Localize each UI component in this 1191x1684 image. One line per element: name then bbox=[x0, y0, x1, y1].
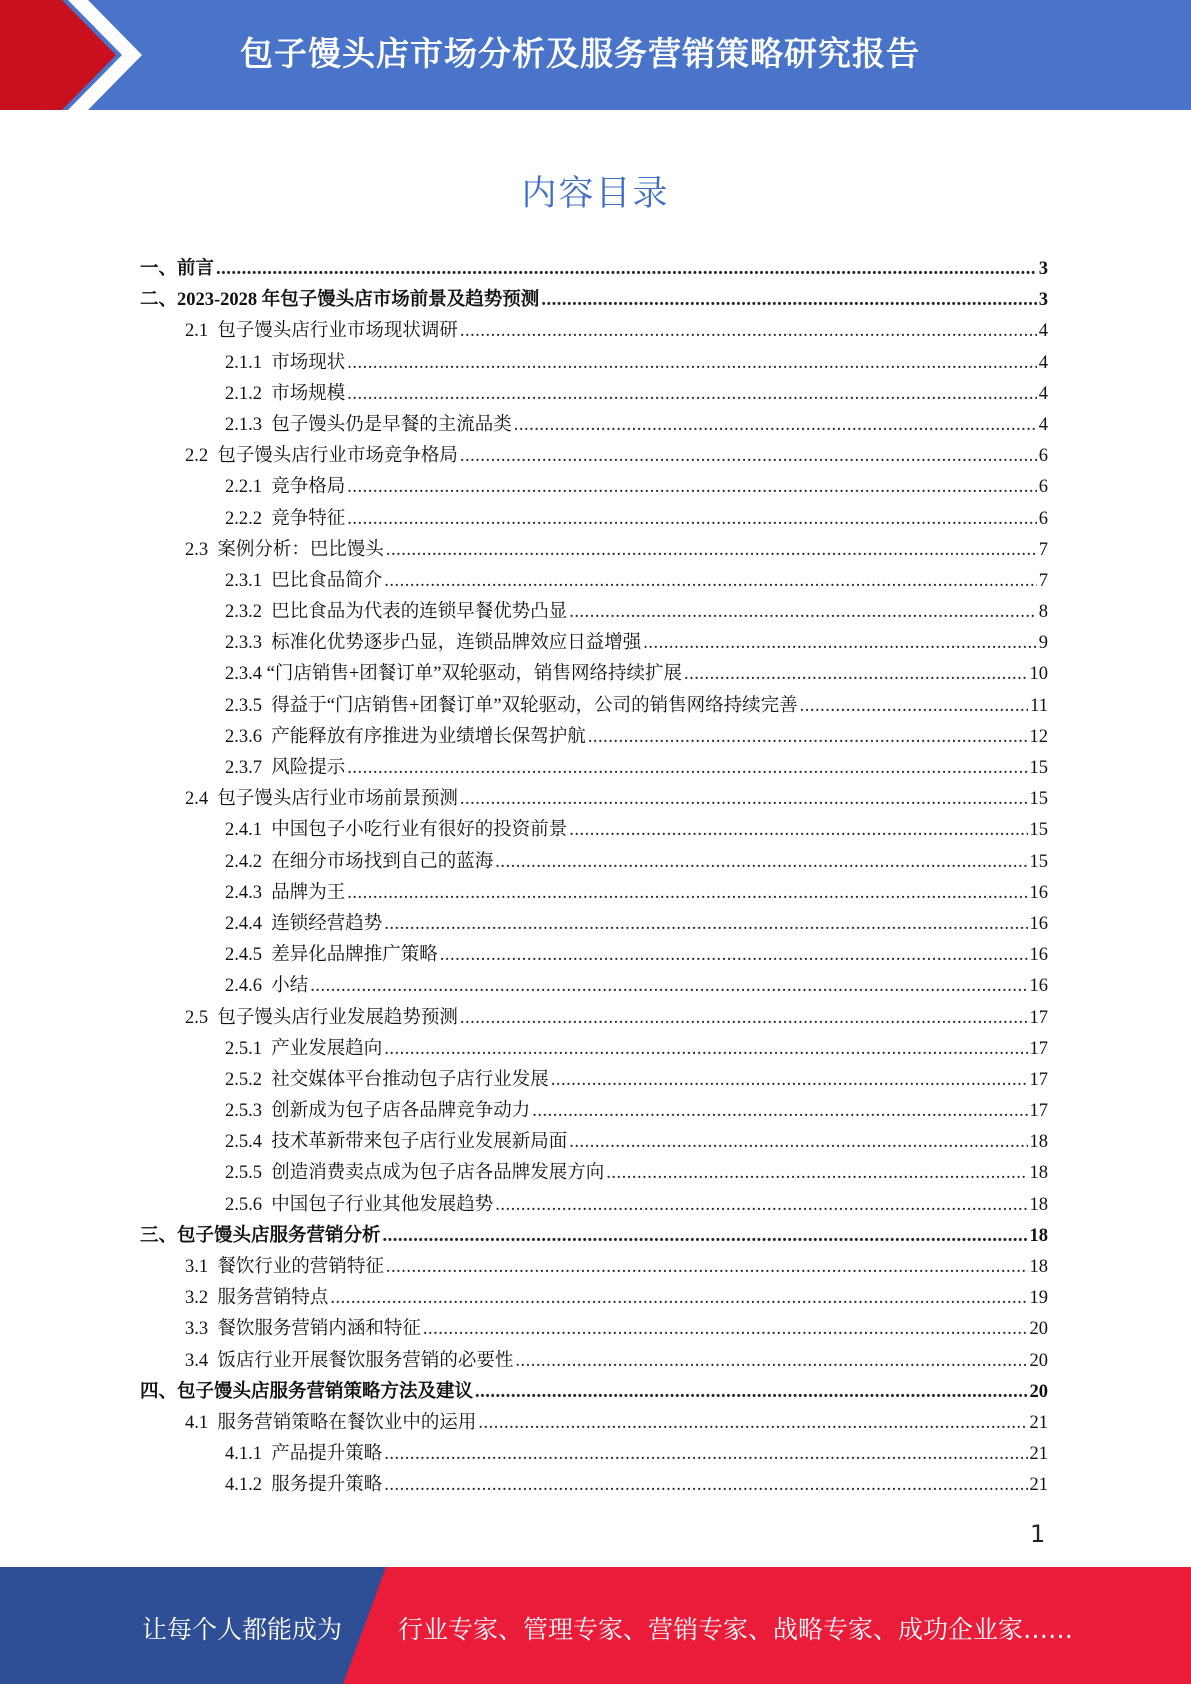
toc-entry[interactable] bbox=[140, 1252, 1048, 1283]
toc-entry-number: 2.4.3 bbox=[225, 882, 272, 903]
toc-dot-leader bbox=[460, 316, 1037, 347]
toc-entry-number: 4.1.1 bbox=[225, 1444, 272, 1465]
report-title: 包子馒头店市场分析及服务营销策略研究报告 bbox=[240, 34, 920, 73]
document-header bbox=[0, 0, 1191, 110]
toc-entry-title: 小结 bbox=[271, 976, 309, 997]
toc-entry[interactable] bbox=[140, 722, 1048, 753]
toc-entry[interactable] bbox=[140, 847, 1048, 878]
page-number: 1 bbox=[1030, 1520, 1046, 1548]
toc-entry[interactable] bbox=[140, 379, 1048, 410]
toc-entry-title: 包子馒头店行业市场现状调研 bbox=[217, 321, 458, 342]
toc-entry-page: 4 bbox=[1038, 414, 1048, 435]
toc-dot-leader bbox=[515, 1346, 1027, 1377]
toc-entry-page: 16 bbox=[1029, 913, 1048, 934]
toc-entry-number: 2.4.4 bbox=[225, 913, 272, 934]
toc-dot-leader bbox=[569, 597, 1036, 628]
toc-entry-title: 服务营销策略在餐饮业中的运用 bbox=[217, 1412, 477, 1433]
toc-entry[interactable] bbox=[140, 285, 1048, 316]
toc-dot-leader bbox=[495, 847, 1027, 878]
toc-entry-page: 18 bbox=[1029, 1225, 1048, 1246]
toc-entry[interactable] bbox=[140, 815, 1048, 846]
toc-entry-number: 2.4.2 bbox=[225, 851, 272, 872]
toc-entry-number: 2.3 bbox=[185, 539, 218, 560]
toc-entry-page: 17 bbox=[1029, 1038, 1048, 1059]
toc-entry-number: 3.3 bbox=[185, 1319, 218, 1340]
toc-entry-title: 服务提升策略 bbox=[271, 1475, 383, 1496]
toc-dot-leader bbox=[475, 1377, 1027, 1408]
toc-entry-title: 创造消费卖点成为包子店各品牌发展方向 bbox=[271, 1163, 605, 1184]
toc-entry[interactable] bbox=[140, 1283, 1048, 1314]
toc-entry-title: 中国包子行业其他发展趋势 bbox=[271, 1194, 494, 1215]
toc-entry-number: 2.3.5 bbox=[225, 695, 272, 716]
toc-entry-title: 餐饮服务营销内涵和特征 bbox=[217, 1319, 421, 1340]
toc-entry-title: 巴比食品简介 bbox=[271, 570, 383, 591]
toc-entry-number: 3.4 bbox=[185, 1350, 218, 1371]
toc-dot-leader bbox=[569, 1127, 1027, 1158]
toc-heading: 内容目录 bbox=[521, 174, 670, 214]
toc-entry-page: 4 bbox=[1038, 321, 1048, 342]
toc-entry-page: 16 bbox=[1029, 882, 1048, 903]
toc-dot-leader bbox=[460, 441, 1037, 472]
toc-entry-page: 8 bbox=[1038, 602, 1048, 623]
toc-entry-number: 2.1.3 bbox=[225, 414, 272, 435]
toc-entry-number: 2.2 bbox=[185, 446, 218, 467]
toc-dot-leader bbox=[347, 472, 1036, 503]
toc-entry-title: 连锁经营趋势 bbox=[271, 913, 383, 934]
toc-entry-page: 20 bbox=[1029, 1381, 1048, 1402]
toc-entry[interactable] bbox=[140, 753, 1048, 784]
toc-entry-page: 10 bbox=[1029, 664, 1048, 685]
toc-entry-page: 15 bbox=[1029, 820, 1048, 841]
toc-entry-number: 一、 bbox=[140, 259, 178, 279]
toc-entry[interactable] bbox=[140, 1346, 1048, 1377]
toc-entry-title: 风险提示 bbox=[271, 758, 346, 778]
toc-entry-number: 2.5 bbox=[185, 1007, 218, 1028]
toc-entry[interactable] bbox=[140, 628, 1048, 659]
toc-dot-leader bbox=[347, 348, 1036, 379]
toc-entry[interactable] bbox=[140, 441, 1048, 472]
toc-entry-title: 包子馒头仍是早餐的主流品类 bbox=[271, 414, 512, 435]
toc-entry[interactable] bbox=[140, 348, 1048, 379]
toc-entry-page: 6 bbox=[1038, 446, 1048, 467]
toc-entry-page: 3 bbox=[1038, 259, 1048, 279]
table-of-contents bbox=[140, 254, 1048, 1502]
toc-entry[interactable] bbox=[140, 254, 1048, 285]
toc-dot-leader bbox=[541, 285, 1036, 316]
toc-entry-number: 3.2 bbox=[185, 1288, 218, 1309]
toc-dot-leader bbox=[347, 753, 1027, 784]
toc-dot-leader bbox=[551, 1065, 1028, 1096]
toc-entry-title: 市场现状 bbox=[271, 352, 346, 373]
toc-dot-leader bbox=[460, 784, 1028, 815]
toc-dot-leader bbox=[478, 1408, 1027, 1439]
toc-entry[interactable] bbox=[140, 691, 1048, 722]
toc-entry[interactable] bbox=[140, 566, 1048, 597]
toc-entry[interactable] bbox=[140, 784, 1048, 815]
toc-entry[interactable] bbox=[140, 410, 1048, 441]
toc-entry-title: 案例分析：巴比馒头 bbox=[217, 539, 384, 560]
toc-entry-page: 16 bbox=[1029, 945, 1048, 966]
toc-dot-leader bbox=[384, 566, 1036, 597]
toc-entry-title: “门店销售+团餐订单”双轮驱动，销售网络持续扩展 bbox=[266, 664, 682, 685]
toc-entry-number: 2.4.1 bbox=[225, 820, 272, 841]
toc-entry-page: 20 bbox=[1029, 1319, 1048, 1340]
footer-slogan-left: 让每个人都能成为 bbox=[142, 1615, 343, 1644]
toc-entry-number: 2.5.2 bbox=[225, 1069, 272, 1090]
toc-entry-page: 3 bbox=[1038, 290, 1048, 311]
toc-dot-leader bbox=[495, 1190, 1027, 1221]
toc-entry-page: 7 bbox=[1038, 570, 1048, 591]
toc-entry-title: 前言 bbox=[177, 259, 215, 279]
toc-entry-title: 竞争特征 bbox=[271, 508, 346, 529]
toc-entry-title: 中国包子小吃行业有很好的投资前景 bbox=[271, 820, 568, 841]
toc-entry-page: 17 bbox=[1029, 1069, 1048, 1090]
toc-entry[interactable] bbox=[140, 1408, 1048, 1439]
toc-entry-title: 产能释放有序推进为业绩增长保驾护航 bbox=[271, 726, 586, 747]
toc-entry-number: 2.4 bbox=[185, 789, 218, 810]
toc-entry-title: 包子馒头店行业发展趋势预测 bbox=[217, 1007, 458, 1028]
toc-dot-leader bbox=[384, 1439, 1027, 1470]
toc-entry-page: 21 bbox=[1029, 1475, 1048, 1496]
toc-dot-leader bbox=[386, 535, 1037, 566]
toc-entry-page: 20 bbox=[1029, 1350, 1048, 1371]
toc-entry-page: 6 bbox=[1038, 508, 1048, 529]
toc-entry-number: 2.3.2 bbox=[225, 602, 272, 623]
toc-dot-leader bbox=[643, 628, 1036, 659]
toc-entry[interactable] bbox=[140, 1158, 1048, 1189]
toc-entry-number: 2.2.2 bbox=[225, 508, 272, 529]
toc-dot-leader bbox=[588, 722, 1028, 753]
toc-entry-number: 四、 bbox=[140, 1381, 178, 1402]
toc-entry[interactable] bbox=[140, 1190, 1048, 1221]
toc-entry-number: 2.1 bbox=[185, 321, 218, 342]
toc-entry[interactable] bbox=[140, 597, 1048, 628]
toc-entry-number: 2.1.1 bbox=[225, 352, 272, 373]
toc-entry[interactable] bbox=[140, 909, 1048, 940]
toc-dot-leader bbox=[606, 1158, 1027, 1189]
toc-entry-title: 市场规模 bbox=[271, 383, 346, 404]
toc-entry-number: 二、 bbox=[140, 290, 178, 311]
toc-entry-title: 包子馒头店行业市场前景预测 bbox=[217, 789, 458, 810]
toc-dot-leader bbox=[386, 1252, 1028, 1283]
toc-dot-leader bbox=[440, 940, 1028, 971]
toc-entry-title: 包子馒头店服务营销分析 bbox=[177, 1225, 381, 1246]
toc-entry-page: 18 bbox=[1029, 1163, 1048, 1184]
toc-entry-page: 9 bbox=[1038, 633, 1048, 654]
document-footer bbox=[0, 1567, 1191, 1684]
toc-dot-leader bbox=[330, 1283, 1027, 1314]
toc-dot-leader bbox=[423, 1314, 1028, 1345]
toc-entry[interactable] bbox=[140, 1003, 1048, 1034]
toc-dot-leader bbox=[684, 659, 1028, 690]
toc-entry-page: 15 bbox=[1029, 789, 1048, 810]
toc-dot-leader bbox=[384, 1034, 1027, 1065]
toc-entry[interactable] bbox=[140, 1034, 1048, 1065]
toc-entry[interactable] bbox=[140, 1470, 1048, 1501]
toc-dot-leader bbox=[800, 691, 1029, 722]
toc-entry-title: 品牌为王 bbox=[271, 882, 346, 903]
toc-entry-page: 18 bbox=[1029, 1194, 1048, 1215]
toc-entry-number: 2.3.4 bbox=[225, 664, 267, 685]
toc-entry[interactable] bbox=[140, 878, 1048, 909]
toc-entry[interactable] bbox=[140, 971, 1048, 1002]
toc-entry-page: 18 bbox=[1029, 1132, 1048, 1153]
toc-entry-page: 11 bbox=[1030, 695, 1048, 716]
toc-entry-number: 4.1.2 bbox=[225, 1475, 272, 1496]
toc-entry-title: 在细分市场找到自己的蓝海 bbox=[271, 851, 494, 872]
toc-entry-number: 三、 bbox=[140, 1225, 178, 1246]
toc-entry-title: 包子馒头店行业市场竞争格局 bbox=[217, 446, 458, 467]
toc-entry[interactable] bbox=[140, 316, 1048, 347]
toc-entry-number: 3.1 bbox=[185, 1257, 218, 1277]
toc-entry-number: 2.5.6 bbox=[225, 1194, 272, 1215]
toc-entry-title: 创新成为包子店各品牌竞争动力 bbox=[271, 1101, 531, 1122]
toc-entry[interactable] bbox=[140, 1439, 1048, 1470]
toc-entry-number: 2.5.3 bbox=[225, 1101, 272, 1122]
toc-entry-page: 18 bbox=[1029, 1257, 1048, 1277]
toc-entry[interactable] bbox=[140, 1127, 1048, 1158]
toc-entry-number: 4.1 bbox=[185, 1412, 218, 1433]
toc-entry-title: 产业发展趋向 bbox=[271, 1038, 383, 1059]
toc-entry-number: 2.2.1 bbox=[225, 477, 272, 498]
toc-entry-number: 2.4.5 bbox=[225, 945, 272, 966]
toc-dot-leader bbox=[384, 1470, 1027, 1501]
toc-entry-title: 服务营销特点 bbox=[217, 1288, 329, 1309]
toc-entry[interactable] bbox=[140, 940, 1048, 971]
toc-entry-page: 12 bbox=[1029, 726, 1048, 747]
toc-entry[interactable] bbox=[140, 1096, 1048, 1127]
toc-entry-title: 技术革新带来包子店行业发展新局面 bbox=[271, 1132, 568, 1153]
toc-entry-title: 巴比食品为代表的连锁早餐优势凸显 bbox=[271, 602, 568, 623]
toc-entry-page: 4 bbox=[1038, 383, 1048, 404]
toc-entry-title: 2023-2028 年包子馒头店市场前景及趋势预测 bbox=[177, 290, 540, 311]
toc-entry[interactable] bbox=[140, 504, 1048, 535]
toc-dot-leader bbox=[514, 410, 1037, 441]
toc-entry-page: 4 bbox=[1038, 352, 1048, 373]
toc-entry-number: 2.5.4 bbox=[225, 1132, 272, 1153]
toc-entry[interactable] bbox=[140, 535, 1048, 566]
toc-entry-title: 得益于“门店销售+团餐订单”双轮驱动，公司的销售网络持续完善 bbox=[271, 695, 798, 716]
toc-entry[interactable] bbox=[140, 1314, 1048, 1345]
toc-entry-title: 差异化品牌推广策略 bbox=[271, 945, 438, 966]
toc-entry-page: 15 bbox=[1029, 851, 1048, 872]
toc-entry-number: 2.5.1 bbox=[225, 1038, 272, 1059]
red-chevron-arrow-icon bbox=[0, 0, 160, 110]
toc-entry-number: 2.5.5 bbox=[225, 1163, 272, 1184]
toc-dot-leader bbox=[347, 379, 1036, 410]
toc-dot-leader bbox=[569, 815, 1027, 846]
toc-entry-title: 社交媒体平台推动包子店行业发展 bbox=[271, 1069, 549, 1090]
toc-entry[interactable] bbox=[140, 472, 1048, 503]
toc-entry-page: 17 bbox=[1029, 1007, 1048, 1028]
toc-entry-title: 餐饮行业的营销特征 bbox=[217, 1257, 384, 1277]
toc-entry-page: 15 bbox=[1029, 758, 1048, 778]
toc-dot-leader bbox=[460, 1003, 1028, 1034]
toc-dot-leader bbox=[532, 1096, 1027, 1127]
toc-entry-title: 饭店行业开展餐饮服务营销的必要性 bbox=[217, 1350, 514, 1371]
toc-entry-title: 竞争格局 bbox=[271, 477, 346, 498]
toc-dot-leader bbox=[383, 1221, 1028, 1252]
toc-entry-number: 2.4.6 bbox=[225, 976, 272, 997]
toc-dot-leader bbox=[384, 909, 1027, 940]
toc-entry-number: 2.3.7 bbox=[225, 758, 272, 778]
toc-entry-page: 6 bbox=[1038, 477, 1048, 498]
toc-entry-title: 产品提升策略 bbox=[271, 1444, 383, 1465]
toc-entry-number: 2.3.1 bbox=[225, 570, 272, 591]
toc-entry-page: 16 bbox=[1029, 976, 1048, 997]
toc-entry-page: 21 bbox=[1029, 1444, 1048, 1465]
toc-entry-number: 2.3.6 bbox=[225, 726, 272, 747]
toc-entry-page: 7 bbox=[1038, 539, 1048, 560]
toc-entry-page: 21 bbox=[1029, 1412, 1048, 1433]
toc-entry[interactable] bbox=[140, 1377, 1048, 1408]
toc-entry[interactable] bbox=[140, 1221, 1048, 1252]
toc-dot-leader bbox=[347, 878, 1027, 909]
toc-dot-leader bbox=[216, 254, 1037, 285]
toc-entry[interactable] bbox=[140, 1065, 1048, 1096]
toc-entry-number: 2.1.2 bbox=[225, 383, 272, 404]
toc-dot-leader bbox=[347, 504, 1036, 535]
toc-entry-title: 标准化优势逐步凸显，连锁品牌效应日益增强 bbox=[271, 633, 642, 654]
toc-entry-title: 包子馒头店服务营销策略方法及建议 bbox=[177, 1381, 474, 1402]
toc-entry[interactable] bbox=[140, 659, 1048, 690]
toc-entry-number: 2.3.3 bbox=[225, 633, 272, 654]
toc-entry-page: 17 bbox=[1029, 1101, 1048, 1122]
toc-dot-leader bbox=[310, 971, 1027, 1002]
footer-slogan-right: 行业专家、管理专家、营销专家、战略专家、成功企业家…… bbox=[398, 1615, 1074, 1644]
toc-entry-page: 19 bbox=[1029, 1288, 1048, 1309]
